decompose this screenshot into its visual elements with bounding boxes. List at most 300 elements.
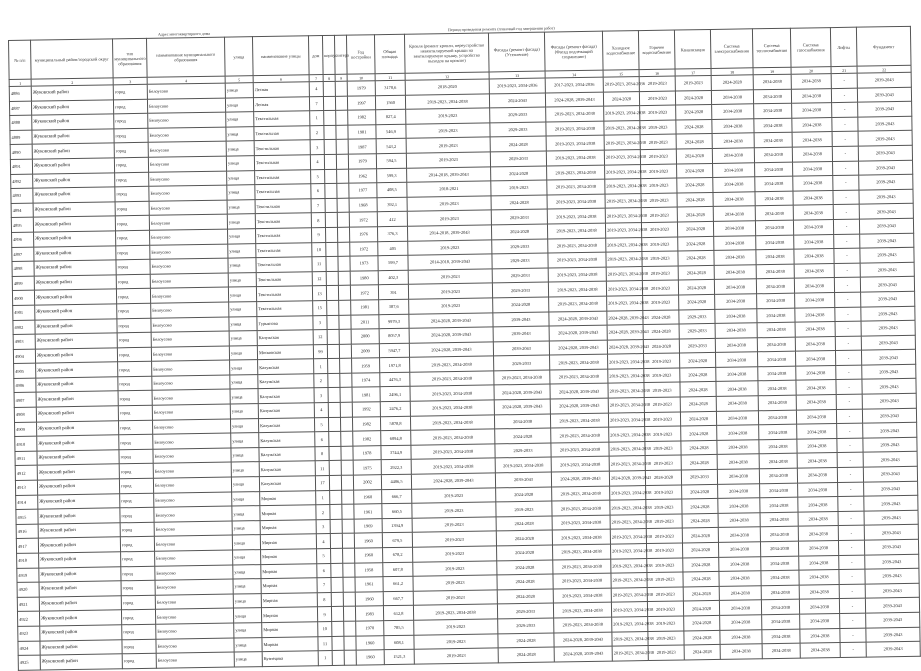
heating-period-cell: 2034-2038 [755, 220, 793, 235]
settlement-type-cell: город [117, 318, 151, 333]
house-number-cell: 1 [318, 651, 332, 666]
lift-cell: - [835, 321, 861, 336]
street-name-cell: Калужская [258, 403, 314, 418]
lift-cell: - [834, 263, 860, 278]
facade-insulation-period-cell: 2019-2023 [491, 180, 547, 195]
district-cell: Жуковский район [32, 129, 114, 145]
electricity-period-cell: 2034-2038 [720, 629, 762, 644]
lift-cell: - [838, 511, 864, 526]
lift-cell: - [832, 146, 858, 161]
facade-insulation-period-cell: 2024-2028 [497, 545, 553, 560]
facade-insulation-period-cell: 2024-2028 [495, 428, 551, 443]
house-number-cell: 9 [311, 227, 325, 242]
letter-cell [340, 388, 352, 403]
cold-water-period-cell: 2024-2028 [603, 91, 639, 106]
year-built-cell: 1960 [355, 591, 383, 606]
street-name-cell: Калужская [259, 476, 315, 491]
building-cell [324, 111, 336, 126]
building-cell [327, 344, 339, 359]
lift-cell: - [838, 540, 864, 555]
facade-preserved-period-cell: 2019-2023, 2034-2038 [548, 281, 606, 297]
foundation-period-cell: 2039-2043 [864, 525, 918, 540]
cold-water-period-cell: 2019-2023, 2034-2038 [608, 368, 644, 383]
hot-water-period-cell: 2019-2023 [641, 193, 677, 208]
municipality-cell: Белоусово [148, 112, 226, 128]
column-header: № п/п [9, 40, 32, 79]
electricity-period-cell: 2034-2038 [716, 410, 758, 425]
house-number-cell: 3 [313, 315, 327, 330]
facade-preserved-period-cell: 2024-2028, 2039-2043 [554, 646, 612, 662]
municipality-cell: Белоусово [148, 141, 226, 157]
facade-preserved-period-cell: 2019-2023, 2034-2038 [553, 573, 611, 589]
column-header: Система газоснабжения [790, 28, 831, 68]
street-name-cell: Текстильная [257, 301, 313, 316]
roof-period-cell: 2024-2028, 2039-2043 [409, 327, 493, 343]
street-name-cell: Калужская [257, 330, 313, 345]
street-type-cell: улица [232, 491, 260, 506]
hot-water-period-cell: 2019-2023 [640, 120, 676, 135]
municipality-cell: Белоусово [149, 185, 227, 201]
street-type-cell: улица [229, 316, 257, 331]
building-cell [329, 446, 341, 461]
settlement-type-cell: город [120, 537, 154, 552]
facade-preserved-period-cell: 2019-2023, 2034-2038 [549, 296, 607, 312]
cold-water-period-cell: 2019-2023, 2034-2038 [606, 266, 642, 281]
house-number-cell: 5 [317, 548, 331, 563]
electricity-period-cell: 2034-2038 [720, 615, 762, 630]
hot-water-period-cell: 2024-2028 [643, 309, 679, 324]
facade-insulation-period-cell: 2024-2028, 2039-2043 [494, 399, 550, 414]
foundation-period-cell: 2039-2043 [865, 568, 919, 583]
gas-period-cell: 2034-2038 [792, 147, 832, 162]
foundation-period-cell: 2039-2043 [861, 335, 915, 350]
facade-insulation-period-cell: 2029-2033 [492, 253, 548, 268]
heating-period-cell: 2034-2038 [757, 293, 795, 308]
hot-water-period-cell: 2019-2023 [646, 543, 682, 558]
settlement-type-cell: город [116, 289, 150, 304]
foundation-period-cell: 2039-2043 [860, 247, 914, 262]
sewer-period-cell: 2024-2028 [676, 134, 712, 149]
year-built-cell: 1979 [348, 154, 376, 169]
sewer-period-cell: 2024-2028 [681, 426, 717, 441]
facade-preserved-period-cell: 2019-2023, 2034-2038 [548, 238, 606, 254]
row-number: 4891 [10, 159, 32, 174]
district-cell: Жуковский район [35, 304, 117, 320]
district-cell: Жуковский район [38, 493, 120, 509]
roof-period-cell: 2014-2018, 2039-2043 [408, 254, 492, 270]
letter-cell [341, 446, 353, 461]
sewer-period-cell: 2024-2028 [680, 367, 716, 382]
total-area-cell: 2476,2 [380, 401, 410, 416]
building-cell [326, 271, 338, 286]
building-cell [323, 81, 335, 96]
settlement-type-cell: город [113, 99, 147, 114]
year-built-cell: 1960 [356, 635, 384, 650]
foundation-period-cell: 2039-2043 [863, 423, 917, 438]
gas-period-cell: 2034-2038 [798, 541, 838, 556]
foundation-period-cell: 2039-2043 [862, 364, 916, 379]
settlement-type-cell: город [121, 551, 155, 566]
foundation-period-cell: 2039-2043 [861, 306, 915, 321]
foundation-period-cell: 2039-2043 [866, 641, 920, 656]
street-name-cell: Мирная [262, 622, 318, 637]
foundation-period-cell: 2039-2043 [861, 320, 915, 335]
facade-preserved-period-cell: 2019-2023, 2034-2038 [546, 136, 604, 152]
gas-period-cell: 2034-2038 [799, 570, 839, 585]
building-cell [329, 461, 341, 476]
hot-water-period-cell: 2019-2023 [647, 601, 683, 616]
street-name-cell: Лесная [253, 82, 309, 97]
sewer-period-cell: 2024-2028 [675, 90, 711, 105]
district-cell: Жуковский район [37, 479, 119, 495]
municipality-cell: Белоусово [148, 156, 226, 172]
hot-water-period-cell: 2019-2023 [647, 587, 683, 602]
column-number: 22 [857, 65, 911, 73]
street-name-cell: Текстильная [256, 286, 312, 301]
letter-cell [337, 227, 349, 242]
row-number: 4914 [16, 495, 38, 510]
facade-preserved-period-cell: 2019-2023, 2034-2038 [552, 486, 610, 502]
row-number: 4896 [12, 232, 34, 247]
foundation-period-cell: 2039-2043 [862, 408, 916, 423]
total-area-cell: 546,9 [376, 124, 406, 139]
cold-water-period-cell: 2019-2023, 2034-2038 [605, 193, 641, 208]
hot-water-period-cell: 2019-2023 [641, 207, 677, 222]
roof-period-cell: 2019-2023, 2034-2038 [405, 94, 489, 110]
gas-period-cell: 2034-2038 [794, 263, 834, 278]
street-name-cell: Мирная [260, 505, 316, 520]
row-number: 4905 [14, 363, 36, 378]
electricity-period-cell: 2034-2038 [713, 162, 755, 177]
settlement-type-cell: город [115, 216, 149, 231]
gas-period-cell: 2034-2038 [794, 249, 834, 264]
gas-period-cell: 2034-2038 [798, 511, 838, 526]
roof-period-cell: 2019-2023 [406, 108, 490, 124]
facade-insulation-period-cell: 2039-2043 [493, 312, 549, 327]
row-number: 4903 [13, 334, 35, 349]
settlement-type-cell: город [118, 405, 152, 420]
total-area-cell: 608,1 [384, 635, 414, 650]
row-number: 4917 [16, 538, 38, 553]
year-built-cell: 1969 [354, 518, 382, 533]
district-cell: Жуковский район [34, 260, 116, 276]
facade-preserved-period-cell: 2019-2023, 2034-2038 [551, 442, 609, 458]
heating-period-cell: 2034-2038 [759, 454, 797, 469]
foundation-period-cell: 2039-2043 [865, 598, 919, 613]
sewer-period-cell: 2024-2028 [684, 630, 720, 645]
row-number: 4900 [12, 290, 34, 305]
house-number-cell: 2 [316, 505, 330, 520]
sewer-period-cell: 2024-2028 [680, 353, 716, 368]
street-type-cell: улица [233, 550, 261, 565]
settlement-type-cell: город [119, 464, 153, 479]
electricity-period-cell: 2034-2038 [715, 352, 757, 367]
street-name-cell: Текстильная [255, 228, 311, 243]
total-area-cell: 391 [378, 285, 408, 300]
heating-period-cell: 2034-2038 [758, 381, 796, 396]
house-number-cell: 4 [310, 155, 324, 170]
district-cell: Жуковский район [33, 187, 115, 203]
total-area-cell: 661,2 [383, 576, 413, 591]
letter-cell [344, 621, 356, 636]
district-cell: Жуковский район [34, 289, 116, 305]
lift-cell: - [838, 482, 864, 497]
street-type-cell: улица [231, 447, 259, 462]
house-number-cell: 6 [317, 563, 331, 578]
street-type-cell: улица [230, 418, 258, 433]
cold-water-period-cell: 2019-2023, 2034-2038 [611, 602, 647, 617]
cold-water-period-cell: 2019-2023, 2034-2038 [605, 223, 641, 238]
total-area-cell: 667,7 [383, 591, 413, 606]
repair-schedule-table [8, 26, 921, 671]
district-cell: Жуковский район [38, 508, 120, 524]
electricity-period-cell: 2034-2038 [715, 294, 757, 309]
house-number-cell: 11 [315, 461, 329, 476]
lift-cell: - [832, 102, 858, 117]
facade-preserved-period-cell: 2019-2023, 2034-2038 [551, 457, 609, 473]
settlement-type-cell: город [117, 347, 151, 362]
heating-period-cell: 2034-2038 [759, 468, 797, 483]
heating-period-cell: 2034-2038 [760, 483, 798, 498]
building-cell [331, 607, 343, 622]
lift-cell: - [836, 380, 862, 395]
sewer-period-cell: 2024-2028 [684, 615, 720, 630]
facade-preserved-period-cell: 2019-2023, 2034-2038 [548, 252, 606, 268]
cold-water-period-cell: 2019-2023, 2034-2038 [611, 558, 647, 573]
electricity-period-cell: 2034-2038 [719, 556, 761, 571]
cold-water-period-cell: 2019-2023, 2034-2038 [606, 281, 642, 296]
sewer-period-cell: 2024-2028 [681, 440, 717, 455]
electricity-period-cell: 2034-2038 [717, 425, 759, 440]
foundation-period-cell: 2039-2043 [864, 510, 918, 525]
building-cell [328, 417, 340, 432]
year-built-cell: 1978 [353, 446, 381, 461]
house-number-cell: 5 [311, 169, 325, 184]
heating-period-cell: 2034-2038 [757, 322, 795, 337]
facade-insulation-period-cell: 2024-2028 [496, 516, 552, 531]
column-header: литера [334, 35, 347, 74]
gas-period-cell: 2034-2038 [793, 176, 833, 191]
hot-water-period-cell: 2019-2023 [646, 528, 682, 543]
lift-cell: - [837, 453, 863, 468]
foundation-period-cell: 2039-2043 [864, 481, 918, 496]
building-cell [328, 373, 340, 388]
facade-preserved-period-cell: 2024-2028, 2039-2043 [549, 340, 607, 356]
gas-period-cell: 2034-2038 [800, 613, 840, 628]
total-area-cell: 1394,9 [382, 518, 412, 533]
column-number: 8 [323, 74, 335, 81]
total-area-cell: 1971,8 [380, 358, 410, 373]
roof-period-cell: 2019-2023 [412, 517, 496, 533]
settlement-type-cell: город [114, 157, 148, 172]
municipality-cell: Белоусово [155, 550, 233, 566]
roof-period-cell: 2019-2023 [409, 298, 493, 314]
roof-period-cell: 2019-2023 [407, 196, 491, 212]
year-built-cell: 1982 [352, 416, 380, 431]
street-name-cell: Калужская [259, 447, 315, 462]
municipality-cell: Белоусово [150, 244, 228, 260]
total-area-cell: 412 [377, 212, 407, 227]
district-cell: Жуковский район [36, 391, 118, 407]
house-number-cell: 1 [310, 111, 324, 126]
facade-insulation-period-cell: 2024-2028 [497, 574, 553, 589]
electricity-period-cell: 2034-2038 [711, 89, 753, 104]
settlement-type-cell: город [116, 259, 150, 274]
row-number: 4910 [15, 436, 37, 451]
foundation-period-cell: 2039-2043 [859, 174, 913, 189]
total-area-cell: 387,6 [379, 299, 409, 314]
street-type-cell: улица [229, 345, 257, 360]
foundation-period-cell: 2039-2043 [864, 539, 918, 554]
street-type-cell: улица [227, 229, 255, 244]
letter-cell [343, 606, 355, 621]
district-cell: Жуковский район [39, 566, 121, 582]
heating-period-cell: 2034-2038 [760, 512, 798, 527]
gas-period-cell: 2034-2038 [796, 380, 836, 395]
building-cell [325, 227, 337, 242]
hot-water-period-cell: 2019-2023 [645, 426, 681, 441]
building-cell [332, 636, 344, 651]
street-type-cell: улица [226, 141, 254, 156]
foundation-period-cell: 2039-2043 [859, 189, 913, 204]
lift-cell: - [835, 336, 861, 351]
facade-insulation-period-cell: 2029-2033 [495, 443, 551, 458]
street-type-cell: улица [231, 433, 259, 448]
total-area-cell: 376,3 [377, 226, 407, 241]
column-header: Канализация [674, 29, 711, 69]
sewer-period-cell: 2024-2028 [678, 280, 714, 295]
lift-cell: - [839, 555, 865, 570]
facade-insulation-period-cell: 2029-2033 [497, 603, 553, 618]
year-built-cell: 1979 [347, 81, 375, 96]
lift-cell: - [833, 175, 859, 190]
gas-period-cell: 2034-2038 [798, 482, 838, 497]
street-type-cell: улица [230, 404, 258, 419]
cold-water-period-cell: 2019-2023, 2034-2038 [609, 427, 645, 442]
lift-cell: - [831, 73, 857, 88]
street-type-cell: улица [228, 243, 256, 258]
sewer-period-cell: 2024-2028 [677, 221, 713, 236]
cold-water-period-cell: 2019-2023, 2034-2038 [610, 544, 646, 559]
lift-cell: - [832, 117, 858, 132]
gas-period-cell: 2034-2038 [795, 292, 835, 307]
sewer-period-cell: 2024-2028 [681, 455, 717, 470]
settlement-type-cell: город [121, 595, 155, 610]
column-number: 7 [309, 75, 323, 82]
gas-period-cell: 2034-2038 [795, 351, 835, 366]
lift-cell: - [834, 277, 860, 292]
building-cell [328, 388, 340, 403]
letter-cell [338, 256, 350, 271]
facade-insulation-period-cell: 2019-2023, 2034-2036 [489, 78, 545, 93]
district-cell: Жуковский район [37, 435, 119, 451]
district-cell: Жуковский район [36, 362, 118, 378]
year-built-cell: 1983 [355, 606, 383, 621]
address-group-label: Адрес многоквартирного дома [157, 30, 211, 37]
building-cell [330, 505, 342, 520]
house-number-cell: 8 [315, 446, 329, 461]
district-cell: Жуковский район [39, 596, 121, 612]
hot-water-period-cell: 2019-2023 [647, 572, 683, 587]
street-type-cell: улица [233, 593, 261, 608]
cold-water-period-cell: 2019-2023, 2034-2038 [607, 295, 643, 310]
facade-insulation-period-cell: 2029-2033 [491, 209, 547, 224]
district-cell: Жуковский район [32, 114, 114, 130]
hot-water-period-cell: 2024-2028 [643, 339, 679, 354]
electricity-period-cell: 2034-2038 [719, 600, 761, 615]
district-cell: Жуковский район [33, 202, 115, 218]
sewer-period-cell: 2024-2028 [683, 601, 719, 616]
street-type-cell: улица [230, 360, 258, 375]
year-built-cell: 1961 [354, 504, 382, 519]
municipality-cell: Белоусово [156, 638, 234, 654]
heating-period-cell: 2034-2038 [762, 643, 800, 658]
street-type-cell: улица [232, 520, 260, 535]
street-name-cell: Текстильная [256, 242, 312, 257]
facade-insulation-period-cell: 2019-2023, 2034-2038 [494, 370, 550, 385]
hot-water-period-cell: 2019-2023 [645, 441, 681, 456]
hot-water-period-cell: 2019-2023 [646, 485, 682, 500]
year-built-cell: 1962 [349, 168, 377, 183]
total-area-cell: 827,4 [376, 109, 406, 124]
municipality-cell: Белоусово [156, 652, 234, 668]
year-built-cell: 2002 [353, 475, 381, 490]
column-number: 19 [753, 67, 791, 75]
total-area-cell: 402,3 [378, 270, 408, 285]
cold-water-period-cell: 2019-2023, 2034-2038 [604, 135, 640, 150]
facade-preserved-period-cell: 2019-2023, 2034-2038 [547, 208, 605, 224]
total-area-cell: 543,2 [376, 139, 406, 154]
row-number: 4898 [12, 261, 34, 276]
house-number-cell: 4 [309, 82, 323, 97]
facade-insulation-period-cell: 2029-2033 [492, 239, 548, 254]
row-number: 4894 [11, 203, 33, 218]
settlement-type-cell: город [116, 245, 150, 260]
total-area-cell: 8057,9 [379, 328, 409, 343]
total-area-cell: 9979,3 [379, 314, 409, 329]
hot-water-period-cell: 2019-2023 [644, 368, 680, 383]
total-area-cell: 1560 [375, 95, 405, 110]
hot-water-period-cell: 2019-2023 [644, 382, 680, 397]
gas-period-cell: 2034-2038 [794, 234, 834, 249]
foundation-period-cell: 2039-2043 [863, 452, 917, 467]
hot-water-period-cell: 2019-2023 [641, 164, 677, 179]
street-name-cell: Текстильная [256, 257, 312, 272]
settlement-type-cell: город [120, 493, 154, 508]
cold-water-period-cell: 2019-2023, 2034-2038 [611, 573, 647, 588]
settlement-type-cell: город [115, 172, 149, 187]
sewer-period-cell: 2024-2028 [683, 557, 719, 572]
letter-cell [338, 285, 350, 300]
column-header: Горячее водоснабжение [638, 30, 675, 70]
gas-period-cell: 2034-2038 [798, 526, 838, 541]
street-name-cell: Лесная [253, 96, 309, 111]
heating-period-cell: 2034-2038 [758, 395, 796, 410]
district-cell: Жуковский район [39, 610, 121, 626]
row-number: 4925 [18, 655, 40, 670]
column-number: 10 [347, 74, 375, 81]
building-cell [330, 490, 342, 505]
municipality-cell: Белоусово [149, 200, 227, 216]
heating-period-cell: 2034-2038 [762, 614, 800, 629]
street-name-cell: Текстильная [254, 140, 310, 155]
gas-period-cell: 2034-2038 [799, 555, 839, 570]
district-cell: Жуковский район [31, 99, 113, 115]
row-number: 4906 [14, 378, 36, 393]
hot-water-period-cell: 2019-2023 [642, 266, 678, 281]
roof-period-cell: 2019-2023, 2034-2038 [410, 371, 494, 387]
municipality-cell: Белоусово [151, 331, 229, 347]
